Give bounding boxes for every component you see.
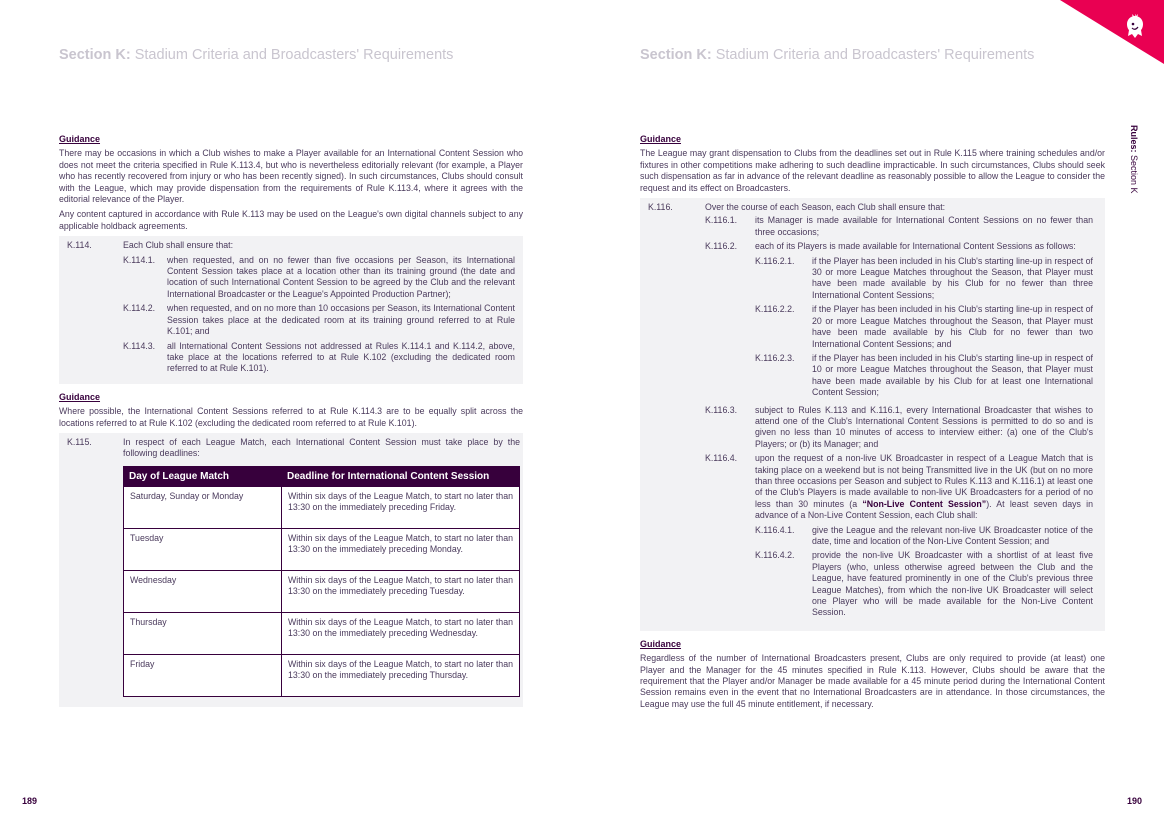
- rule-k115: [59, 433, 523, 707]
- table-header: Deadline for International Content Session: [282, 466, 520, 486]
- sub-rule: K.114.1. when requested, and on no fewer than five occasions per Season, its International Content Session takes place at a location other than its training ground (the date and location of such International Content Session to be agreed by the Club and the relevant International Broadcaster or the League's Appointed Production Partner);: [123, 254, 515, 299]
- guidance-heading: Guidance: [640, 638, 682, 649]
- sidebar-label-rest: Section K: [1129, 155, 1139, 194]
- rule-text: In respect of each League Match, each International Content Session must take place by the following deadlines:: [123, 436, 520, 459]
- rule-number: K.114.: [67, 240, 92, 251]
- sub-sub-rule: K.116.2.2. if the Player has been included in his Club's starting line-up in respect of 20 or more League Matches throughout the Season, that Player must have been made available by his Club for no fewer than two International Content Sessions; and: [755, 304, 1093, 349]
- sub-rule: K.114.2. when requested, and on no more than 10 occasions per Season, its International Content Session takes place at the dedicated room at its training ground referred to at Rule K.101; and: [123, 303, 515, 337]
- right-page: [582, 0, 1164, 826]
- guidance-heading: Guidance: [59, 134, 101, 144]
- right-content: [640, 134, 1105, 714]
- deadline-table: [123, 466, 520, 697]
- sub-rule: K.116.4. upon the request of a non-live UK Broadcaster in respect of a League Match that is taking place on a weekend but is not being Transmitted live in the UK (but on no more than three occasions per Season and subject to Rules K.113 and K.116.1) at least one of the Club's Players is made available to non-live UK Broadcasters for a period of no less than 30 minutes (a “Non-Live Content Session”). At least seven days in advance of a Non-Live Content Session, each Club shall: K.116.4.1. give the League and the relevant non-live UK Broadcaster notice of the date, time and location of the Non-Live Content Session; and K.116.4.2. provide the non-live UK Broadcaster with a shortlist of at least five Players (who, unless otherwise agreed between the Club and the League, have featured prominently in one of the Club's previous three League Matches), from which the non-live UK Broadcaster will select one Player who will be made available for the Non-Live Content Session.: [705, 453, 1094, 618]
- guidance-paragraph: Where possible, the International Content Sessions referred to at Rule K.114.3 are to be equally split across the locations referred to at Rule K.102 (excluding the dedicated room referred to at Rule K.101).: [59, 406, 523, 428]
- sub-sub-rule: K.116.2.1. if the Player has been included in his Club's starting line-up in respect of 30 or more League Matches throughout the Season, that Player must have been made available by his Club for no fewer than three International Content Sessions;: [755, 255, 1093, 300]
- table-row: Wednesday Within six days of the League Match, to start no later than 13:30 on the immediately preceding Tuesday.: [124, 571, 520, 613]
- sub-rule: K.116.2. each of its Players is made available for International Content Sessions as follows: K.116.2.1. if the Player has been included in his Club's starting line-up in respect of 30 or more League Matches throughout the Season, that Player must have been made available by his Club for no fewer than three International Content Sessions; K.116.2.2. if the Player has been included in his Club's starting line-up in respect of 20 or more League Matches throughout the Season, that Player must have been made available by his Club for no fewer than two International Content Sessions; and K.116.2.3. if the Player has been included in his Club's starting line-up in respect of 10 or more League Matches throughout the Season, that Player must have been made available by his Club for at least one International Content Session;: [705, 241, 1093, 398]
- guidance-heading: Guidance: [59, 391, 101, 402]
- sub-sub-rule: K.116.4.1. give the League and the relevant non-live UK Broadcaster notice of the date, time and location of the Non-Live Content Session; and: [755, 524, 1093, 546]
- table-row: Saturday, Sunday or Monday Within six days of the League Match, to start no later than 13:30 on the immediately preceding Friday.: [124, 487, 520, 529]
- sub-rule: K.116.1. its Manager is made available for International Content Sessions on no fewer than three occasions;: [705, 215, 1093, 237]
- rule-text: Each Club shall ensure that:: [123, 240, 234, 251]
- sub-rule: K.116.3. subject to Rules K.113 and K.116.1, every International Broadcaster that wishes to attend one of the Club's International Content Sessions is permitted to do so and is given no less than 10 minutes of access to interview either: (a) one of the Club's Players; or (b) its Manager; and: [705, 404, 1093, 449]
- rule-number: K.115.: [67, 436, 92, 447]
- table-row: Thursday Within six days of the League Match, to start no later than 13:30 on the immediately preceding Wednesday.: [124, 613, 520, 655]
- page-number: 190: [1127, 796, 1143, 806]
- rule-k114: [59, 236, 523, 383]
- rule-k116: [640, 198, 1105, 631]
- page-number: 189: [22, 796, 38, 806]
- defined-term: “Non-Live Content Session”: [862, 498, 987, 509]
- page-title: Section K: Stadium Criteria and Broadcasters' Requirements: [59, 47, 454, 63]
- guidance-paragraph: The League may grant dispensation to Clubs from the deadlines set out in Rule K.115 where training schedules and/or fixtures in other competitions make adhering to such deadline impracticable. In such circumstances, Clubs should seek such dispensation as far in advance of the relevant deadline as reasonably possible to allow the League to consider the request and its effect on Broadcasters.: [640, 148, 1105, 193]
- sub-rule: K.114.3. all International Content Sessions not addressed at Rules K.114.1 and K.114.2, above, take place at the locations referred to at Rule K.102 (excluding the dedicated room referred to at Rule K.101).: [123, 340, 515, 374]
- sub-sub-rule: K.116.2.3. if the Player has been included in his Club's starting line-up in respect of 10 or more League Matches throughout the Season, that Player must have been made available by his Club for at least one International Content Session;: [755, 352, 1093, 398]
- table-header: Day of League Match: [124, 466, 282, 486]
- page-title: Section K: Stadium Criteria and Broadcasters' Requirements: [640, 47, 1035, 63]
- guidance-paragraph: There may be occasions in which a Club wishes to make a Player available for an International Content Session who does not meet the criteria specified in Rule K.113.4, but who is nevertheless editorially relevant (for example, a Player who has recently recovered from injury or who has been recently signed). In such circumstances, Clubs should consult with the League, which may provide dispensation from the requirements of Rule K.113.4, where it agrees with the editorial relevance of the Player.: [59, 148, 523, 205]
- guidance-paragraph: Regardless of the number of International Broadcasters present, Clubs are only required to provide (at least) one Player and the Manager for the 45 minutes specified in Rule K.113. However, Clubs should be aware that the requirement that the Player and/or Manager be made available for a 45 minute period during the International Content Session remains even in the event that no International Broadcasters are in attendance. In those circumstances, the League may use the full 45 minute entitlement, if necessary.: [640, 653, 1105, 709]
- sub-sub-rule: K.116.4.2. provide the non-live UK Broadcaster with a shortlist of at least five Players (who, unless otherwise agreed between the Club and the League, have featured prominently in one of the Club's previous three League Matches), from which the non-live UK Broadcaster will select one Player who will be made available for the Non-Live Content Session.: [755, 550, 1093, 618]
- guidance-heading: Guidance: [640, 134, 682, 144]
- rule-number: K.116.: [648, 202, 673, 213]
- guidance-paragraph: Any content captured in accordance with Rule K.113 may be used on the League's own digital channels subject to any applicable holdback agreements.: [59, 209, 523, 231]
- table-row: Tuesday Within six days of the League Match, to start no later than 13:30 on the immediately preceding Monday.: [124, 529, 520, 571]
- left-content: [59, 134, 523, 715]
- table-row: Friday Within six days of the League Match, to start no later than 13:30 on the immediately preceding Thursday.: [124, 655, 520, 697]
- rule-text: Over the course of each Season, each Club shall ensure that:: [705, 202, 946, 213]
- sidebar-label-bold: Rules:: [1129, 125, 1139, 153]
